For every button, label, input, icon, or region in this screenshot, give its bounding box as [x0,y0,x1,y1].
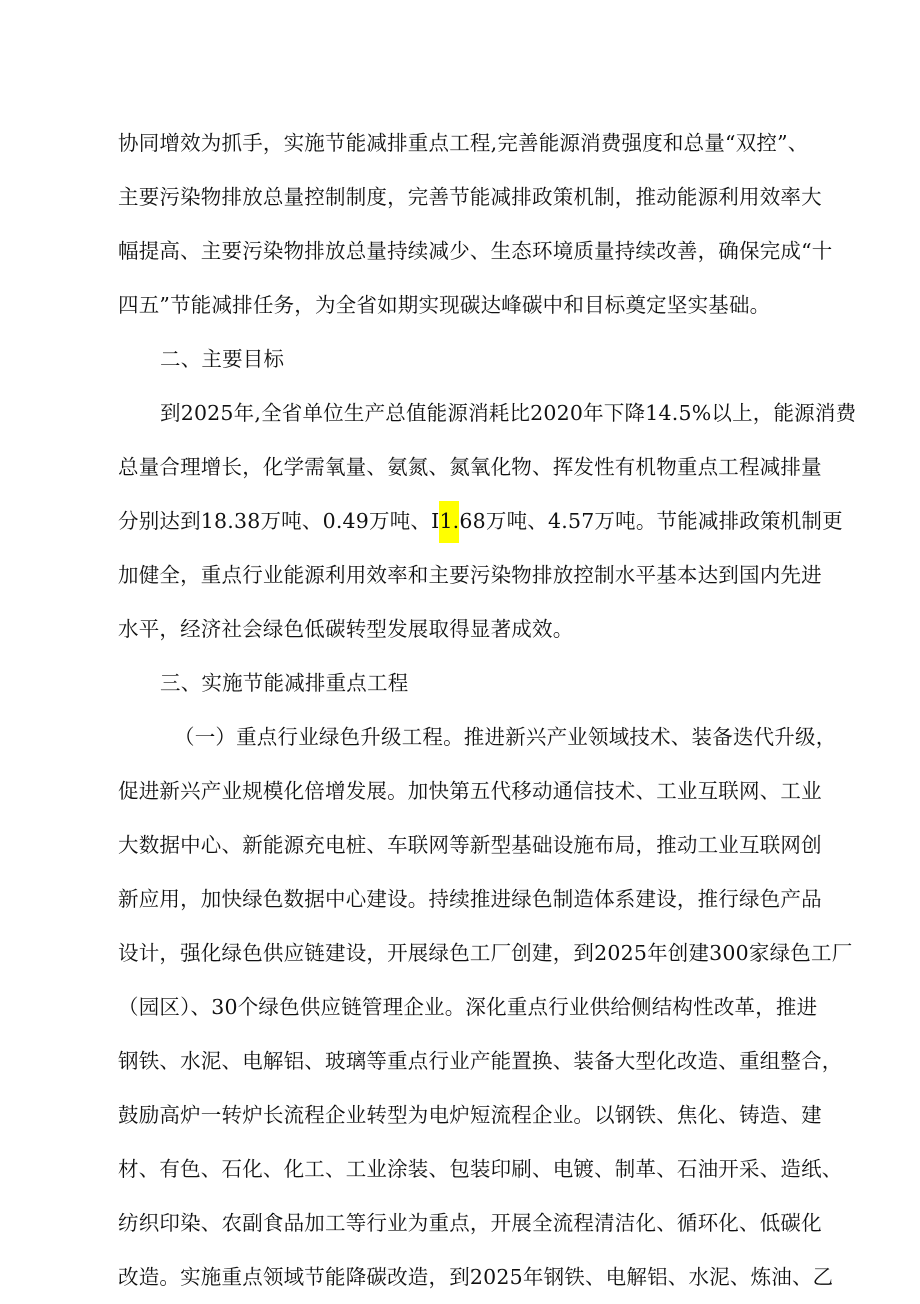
paragraph-line: 改造。实施重点领域节能降碳改造，到2025年钢铁、电解铝、水泥、炼油、乙 [118,1265,834,1289]
subsection-line: （一）重点行业绿色升级工程。推进新兴产业领域技术、装备迭代升级， [174,725,837,749]
paragraph-line: 鼓励高炉一转炉长流程企业转型为电炉短流程企业。以钢铁、焦化、铸造、建 [118,1103,822,1127]
text-segment: 分别达到18.38万吨、0.49万吨、I [118,509,440,533]
highlighted-text: 1. [439,501,459,543]
paragraph-line: 设计，强化绿色供应链建设，开展绿色工厂创建，到2025年创建300家绿色工厂 [118,941,853,965]
paragraph-line: （园区）、30个绿色供应链管理企业。深化重点行业供给侧结构性改革，推进 [118,995,818,1019]
section-heading-main-goals: 二、主要目标 [160,347,285,371]
text-segment: 68万吨、4.57万吨。节能减排政策机制更 [459,509,843,533]
paragraph-line: 幅提高、主要污染物排放总量持续减少、生态环境质量持续改善，确保完成“十 [118,239,833,263]
paragraph-line: 大数据中心、新能源充电桩、车联网等新型基础设施布局，推动工业互联网创 [118,833,822,857]
paragraph-line: 主要污染物排放总量控制制度，完善节能减排政策机制，推动能源利用效率大 [118,185,822,209]
paragraph-line: 加健全，重点行业能源利用效率和主要污染物排放控制水平基本达到国内先进 [118,563,822,587]
paragraph-line: 促进新兴产业规模化倍增发展。加快第五代移动通信技术、工业互联网、工业 [118,779,822,803]
section-heading-key-projects: 三、实施节能减排重点工程 [160,671,409,695]
paragraph-line: 总量合理增长，化学需氧量、氨氮、氮氧化物、挥发性有机物重点工程减排量 [118,455,822,479]
paragraph-line-with-highlight [118,494,843,548]
paragraph-line: 钢铁、水泥、电解铝、玻璃等重点行业产能置换、装备大型化改造、重组整合， [118,1049,843,1073]
paragraph-line: 协同增效为抓手，实施节能减排重点工程,完善能源消费强度和总量“双控”、 [118,131,809,155]
paragraph-line: 纺织印染、农副食品加工等行业为重点，开展全流程清洁化、循环化、低碳化 [118,1211,822,1235]
paragraph-line: 水平，经济社会绿色低碳转型发展取得显著成效。 [118,617,574,641]
paragraph-line: 新应用，加快绿色数据中心建设。持续推进绿色制造体系建设，推行绿色产品 [118,887,822,911]
paragraph-line: 材、有色、石化、化工、工业涂装、包装印刷、电镀、制革、石油开采、造纸、 [118,1157,843,1181]
paragraph-line: 到2025年,全省单位生产总值能源消耗比2020年下降14.5%以上，能源消费 [160,401,857,425]
paragraph-line: 四五”节能减排任务，为全省如期实现碳达峰碳中和目标奠定坚实基础。 [118,293,771,317]
document-body [118,116,857,1304]
